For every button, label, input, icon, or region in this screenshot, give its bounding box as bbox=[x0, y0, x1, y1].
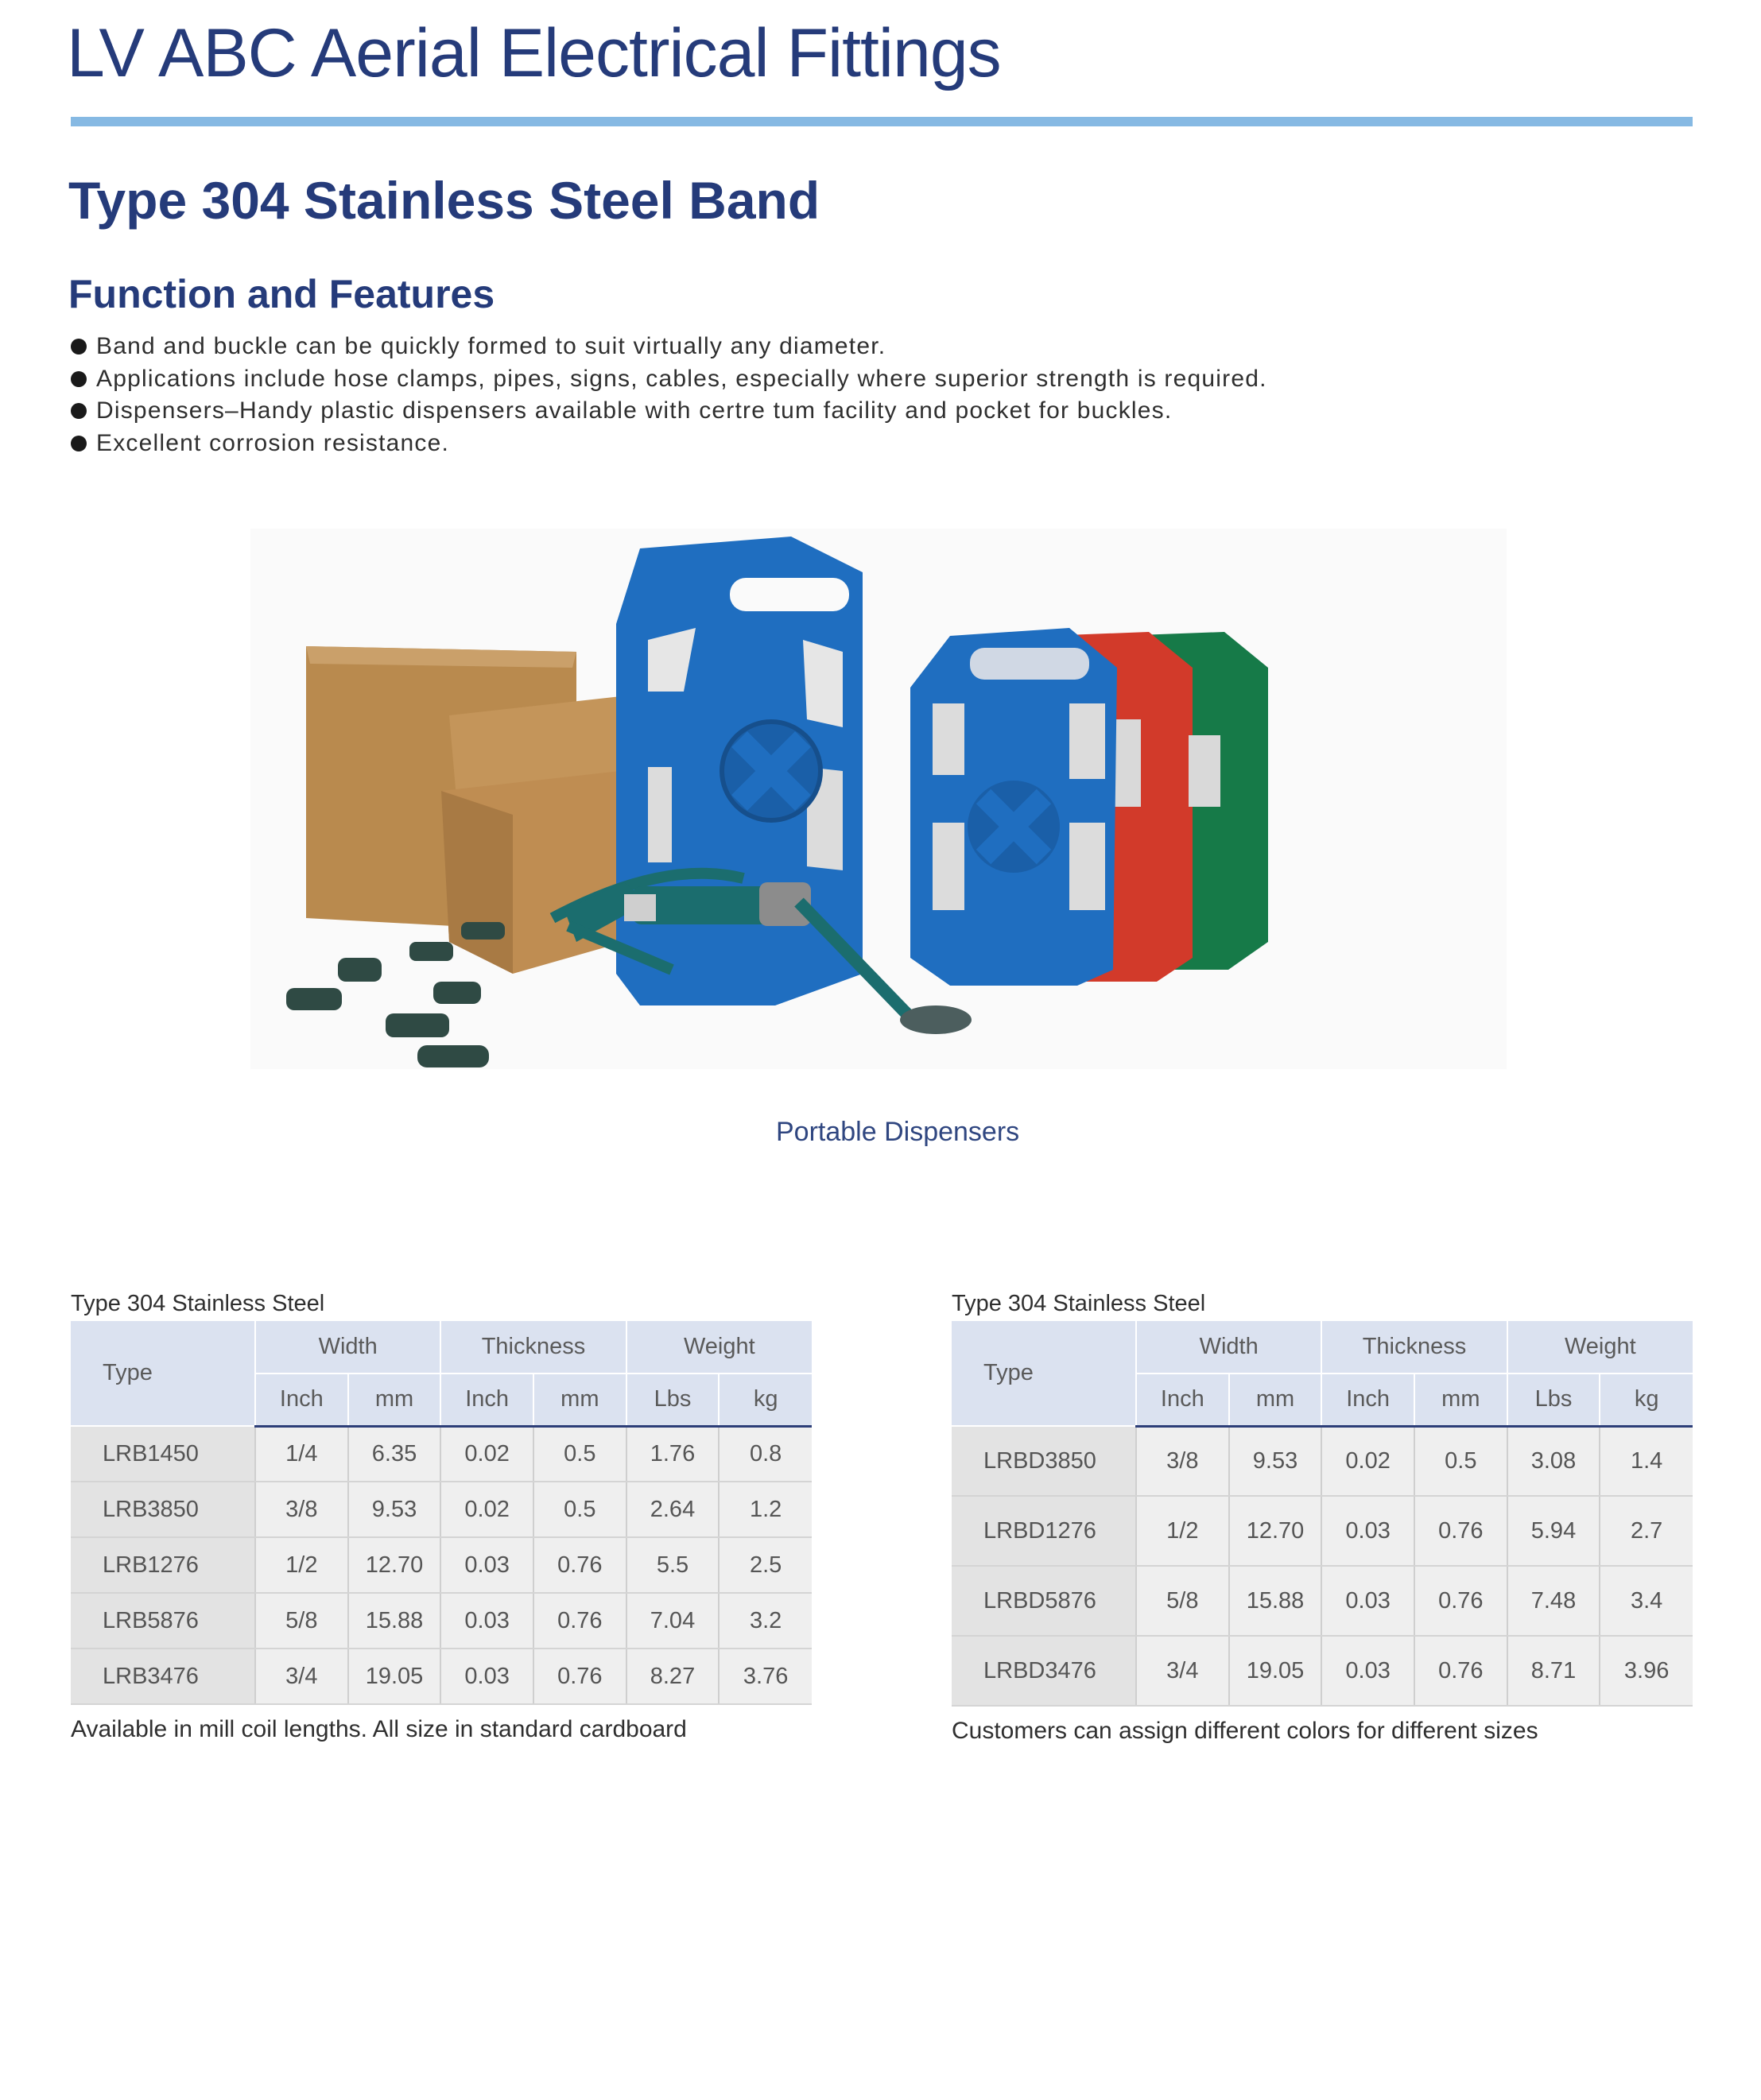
colored-dispensers-illustration bbox=[910, 628, 1268, 986]
table-cell: 0.5 bbox=[533, 1482, 626, 1537]
table-cell: 5/8 bbox=[255, 1593, 348, 1649]
header-unit: Inch bbox=[255, 1374, 348, 1426]
table-cell: 2.7 bbox=[1600, 1496, 1693, 1566]
table-cell: 19.05 bbox=[348, 1649, 441, 1704]
table-row bbox=[952, 1496, 1693, 1566]
table-cell: 0.76 bbox=[533, 1649, 626, 1704]
table-cell: 3.4 bbox=[1600, 1566, 1693, 1636]
header-type: Type bbox=[71, 1321, 255, 1426]
table-cell: 15.88 bbox=[1229, 1566, 1322, 1636]
table-cell: 5/8 bbox=[1136, 1566, 1229, 1636]
table-cell: 1/2 bbox=[255, 1537, 348, 1593]
table-cell: 3.2 bbox=[719, 1593, 812, 1649]
table-row bbox=[71, 1593, 812, 1649]
page-title: LV ABC Aerial Electrical Fittings bbox=[67, 15, 1001, 91]
features-heading: Function and Features bbox=[68, 272, 495, 316]
title-divider bbox=[71, 117, 1693, 126]
bullet-icon bbox=[71, 371, 87, 387]
header-type: Type bbox=[952, 1321, 1136, 1426]
feature-text: Applications include hose clamps, pipes, signs, cables, especially where superior strength is required. bbox=[96, 365, 1267, 392]
table-cell: 0.02 bbox=[1321, 1426, 1414, 1496]
table-note: Customers can assign different colors for different sizes bbox=[952, 1718, 1538, 1744]
table-cell: 3.96 bbox=[1600, 1636, 1693, 1706]
type-cell: LRB1450 bbox=[71, 1426, 255, 1482]
table-cell: 3/8 bbox=[255, 1482, 348, 1537]
spec-table-left bbox=[71, 1286, 812, 1743]
header-thickness: Thickness bbox=[440, 1321, 626, 1374]
table-row bbox=[952, 1426, 1693, 1496]
table-row bbox=[71, 1482, 812, 1537]
table-cell: 0.02 bbox=[440, 1426, 533, 1482]
table-cell: 12.70 bbox=[1229, 1496, 1322, 1566]
product-title: Type 304 Stainless Steel Band bbox=[68, 171, 820, 230]
header-unit: Lbs bbox=[626, 1374, 720, 1426]
type-cell: LRBD3476 bbox=[952, 1636, 1136, 1706]
header-width: Width bbox=[255, 1321, 440, 1374]
table-cell: 0.76 bbox=[1414, 1566, 1507, 1636]
type-cell: LRB1276 bbox=[71, 1537, 255, 1593]
feature-text: Band and buckle can be quickly formed to suit virtually any diameter. bbox=[96, 333, 886, 360]
header-unit: mm bbox=[533, 1374, 626, 1426]
table-caption: Type 304 Stainless Steel bbox=[952, 1291, 1206, 1316]
table-cell: 2.5 bbox=[719, 1537, 812, 1593]
product-photo bbox=[250, 529, 1507, 1069]
table-cell: 3.08 bbox=[1507, 1426, 1600, 1496]
table-cell: 7.04 bbox=[626, 1593, 720, 1649]
header-unit: Inch bbox=[440, 1374, 533, 1426]
header-unit: kg bbox=[719, 1374, 812, 1426]
table-cell: 9.53 bbox=[348, 1482, 441, 1537]
table-cell: 9.53 bbox=[1229, 1426, 1322, 1496]
feature-item bbox=[71, 428, 1267, 460]
spec-table bbox=[71, 1321, 812, 1705]
table-cell: 12.70 bbox=[348, 1537, 441, 1593]
header-unit: mm bbox=[1414, 1374, 1507, 1426]
table-cell: 19.05 bbox=[1229, 1636, 1322, 1706]
type-cell: LRB3476 bbox=[71, 1649, 255, 1704]
feature-text: Excellent corrosion resistance. bbox=[96, 429, 450, 456]
table-cell: 1/4 bbox=[255, 1426, 348, 1482]
header-unit: mm bbox=[348, 1374, 441, 1426]
header-unit: Inch bbox=[1321, 1374, 1414, 1426]
table-cell: 2.64 bbox=[626, 1482, 720, 1537]
header-unit: kg bbox=[1600, 1374, 1693, 1426]
table-note: Available in mill coil lengths. All size in standard cardboard bbox=[71, 1716, 687, 1742]
feature-item bbox=[71, 331, 1267, 363]
table-cell: 0.03 bbox=[440, 1537, 533, 1593]
table-cell: 8.71 bbox=[1507, 1636, 1600, 1706]
bullet-icon bbox=[71, 436, 87, 451]
table-cell: 0.5 bbox=[1414, 1426, 1507, 1496]
table-cell: 5.94 bbox=[1507, 1496, 1600, 1566]
table-cell: 1.4 bbox=[1600, 1426, 1693, 1496]
table-cell: 7.48 bbox=[1507, 1566, 1600, 1636]
table-caption: Type 304 Stainless Steel bbox=[71, 1291, 325, 1316]
table-cell: 0.03 bbox=[440, 1593, 533, 1649]
table-cell: 0.03 bbox=[1321, 1636, 1414, 1706]
table-row bbox=[952, 1636, 1693, 1706]
table-cell: 0.76 bbox=[533, 1593, 626, 1649]
feature-text: Dispensers–Handy plastic dispensers available with certre tum facility and pocket for buckles. bbox=[96, 397, 1173, 424]
table-cell: 0.76 bbox=[1414, 1496, 1507, 1566]
bullet-icon bbox=[71, 403, 87, 419]
type-cell: LRBD5876 bbox=[952, 1566, 1136, 1636]
table-cell: 3/8 bbox=[1136, 1426, 1229, 1496]
table-row bbox=[71, 1649, 812, 1704]
type-cell: LRB3850 bbox=[71, 1482, 255, 1537]
table-cell: 0.76 bbox=[533, 1537, 626, 1593]
table-cell: 0.02 bbox=[440, 1482, 533, 1537]
table-cell: 6.35 bbox=[348, 1426, 441, 1482]
table-cell: 3/4 bbox=[1136, 1636, 1229, 1706]
table-row bbox=[952, 1566, 1693, 1636]
table-cell: 1.2 bbox=[719, 1482, 812, 1537]
header-thickness: Thickness bbox=[1321, 1321, 1507, 1374]
table-cell: 0.5 bbox=[533, 1426, 626, 1482]
spec-table-right bbox=[952, 1286, 1693, 1745]
spec-table bbox=[952, 1321, 1693, 1707]
header-weight: Weight bbox=[626, 1321, 812, 1374]
features-list bbox=[71, 331, 1267, 459]
figure-caption: Portable Dispensers bbox=[776, 1117, 1020, 1147]
header-unit: Lbs bbox=[1507, 1374, 1600, 1426]
type-cell: LRBD1276 bbox=[952, 1496, 1136, 1566]
table-row bbox=[71, 1426, 812, 1482]
table-cell: 0.03 bbox=[1321, 1496, 1414, 1566]
type-cell: LRBD3850 bbox=[952, 1426, 1136, 1496]
feature-item bbox=[71, 395, 1267, 428]
table-cell: 3/4 bbox=[255, 1649, 348, 1704]
table-cell: 0.76 bbox=[1414, 1636, 1507, 1706]
table-cell: 0.8 bbox=[719, 1426, 812, 1482]
table-row bbox=[71, 1537, 812, 1593]
header-unit: mm bbox=[1229, 1374, 1322, 1426]
type-cell: LRB5876 bbox=[71, 1593, 255, 1649]
header-width: Width bbox=[1136, 1321, 1321, 1374]
table-cell: 1.76 bbox=[626, 1426, 720, 1482]
table-cell: 0.03 bbox=[1321, 1566, 1414, 1636]
table-cell: 0.03 bbox=[440, 1649, 533, 1704]
table-cell: 8.27 bbox=[626, 1649, 720, 1704]
table-cell: 1/2 bbox=[1136, 1496, 1229, 1566]
feature-item bbox=[71, 363, 1267, 396]
table-cell: 15.88 bbox=[348, 1593, 441, 1649]
table-cell: 3.76 bbox=[719, 1649, 812, 1704]
header-weight: Weight bbox=[1507, 1321, 1693, 1374]
table-cell: 5.5 bbox=[626, 1537, 720, 1593]
header-unit: Inch bbox=[1136, 1374, 1229, 1426]
bullet-icon bbox=[71, 339, 87, 355]
